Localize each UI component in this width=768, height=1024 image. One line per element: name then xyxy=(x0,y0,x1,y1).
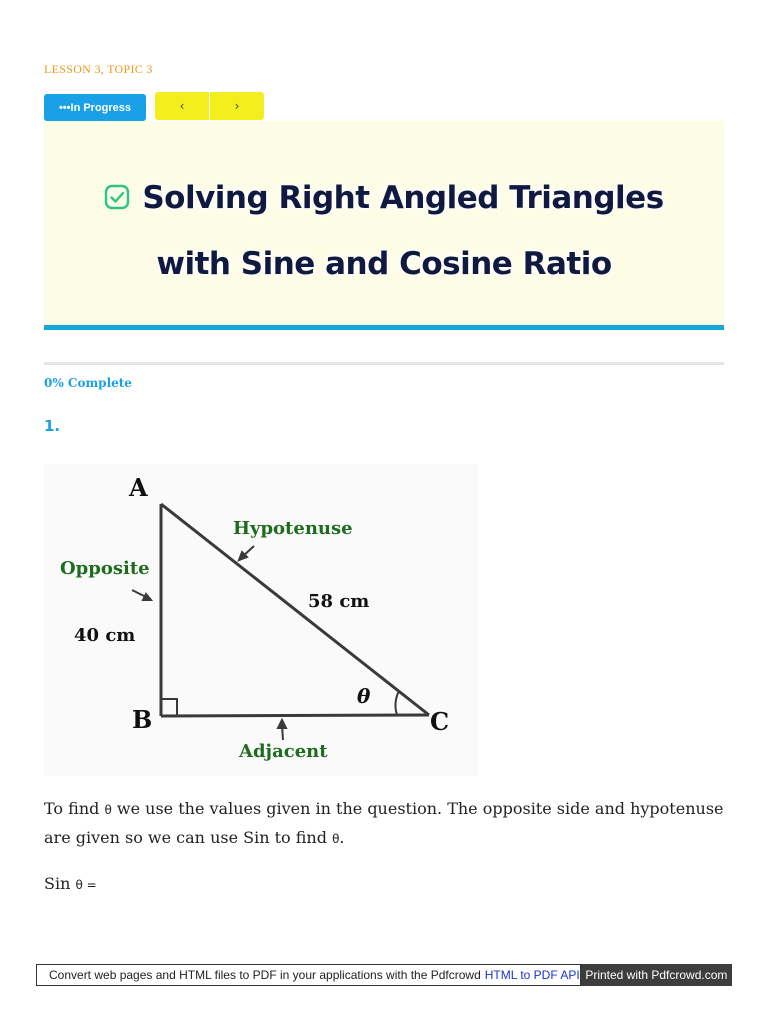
vertex-b-label: B xyxy=(132,705,153,734)
explanation-paragraph xyxy=(44,795,734,853)
hypotenuse-arrow xyxy=(239,546,254,560)
sin-equation xyxy=(44,874,97,893)
status-badge: •••In Progress xyxy=(44,94,146,121)
para-text-2: we use the values given in the question. The opposite side and hypotenuse are given so we can use Sin to find xyxy=(44,799,724,847)
para-text-3: . xyxy=(339,828,345,847)
title-line-2: with Sine and Cosine Ratio xyxy=(156,246,612,282)
adjacent-label: Adjacent xyxy=(239,741,328,762)
previous-topic-button[interactable]: ‹ xyxy=(155,92,210,120)
angle-theta-label: θ xyxy=(357,684,371,708)
progress-text: 0% Complete xyxy=(44,376,132,390)
right-angle-marker xyxy=(161,699,177,716)
angle-arc xyxy=(396,691,399,715)
lesson-nav xyxy=(155,92,264,120)
adjacent-arrow xyxy=(278,720,286,740)
page-title xyxy=(44,165,724,297)
opposite-length: 40 cm xyxy=(74,625,136,646)
side-bc xyxy=(161,715,429,716)
theta-symbol: θ xyxy=(332,832,340,846)
opposite-arrow xyxy=(132,590,151,600)
triangle-svg xyxy=(44,464,478,776)
title-line-1: Solving Right Angled Triangles xyxy=(142,180,664,216)
check-square-icon xyxy=(104,184,130,210)
printed-with-pdfcrowd-link[interactable]: Printed with Pdfcrowd.com xyxy=(581,964,732,986)
para-text-1: To find xyxy=(44,799,105,818)
sin-prefix: Sin xyxy=(44,874,76,893)
breadcrumb[interactable]: LESSON 3, TOPIC 3 xyxy=(44,62,153,76)
vertex-c-label: C xyxy=(430,707,450,736)
hypotenuse-label: Hypotenuse xyxy=(233,518,353,539)
pdfcrowd-footer xyxy=(36,964,732,986)
footer-text xyxy=(36,964,581,986)
sin-theta: θ = xyxy=(75,878,97,892)
topic-header xyxy=(44,121,724,330)
footer-message: Convert web pages and HTML files to PDF in your applications with the Pdfcrowd xyxy=(49,968,481,982)
vertex-a-label: A xyxy=(129,473,148,502)
divider xyxy=(44,362,724,365)
opposite-label: Opposite xyxy=(60,558,150,579)
html-to-pdf-api-link[interactable]: HTML to PDF API xyxy=(484,968,580,982)
hypotenuse-length: 58 cm xyxy=(308,591,370,612)
question-number: 1. xyxy=(44,417,61,435)
theta-symbol: θ xyxy=(104,803,112,817)
triangle-diagram xyxy=(44,464,478,776)
next-topic-button[interactable]: › xyxy=(210,92,264,120)
